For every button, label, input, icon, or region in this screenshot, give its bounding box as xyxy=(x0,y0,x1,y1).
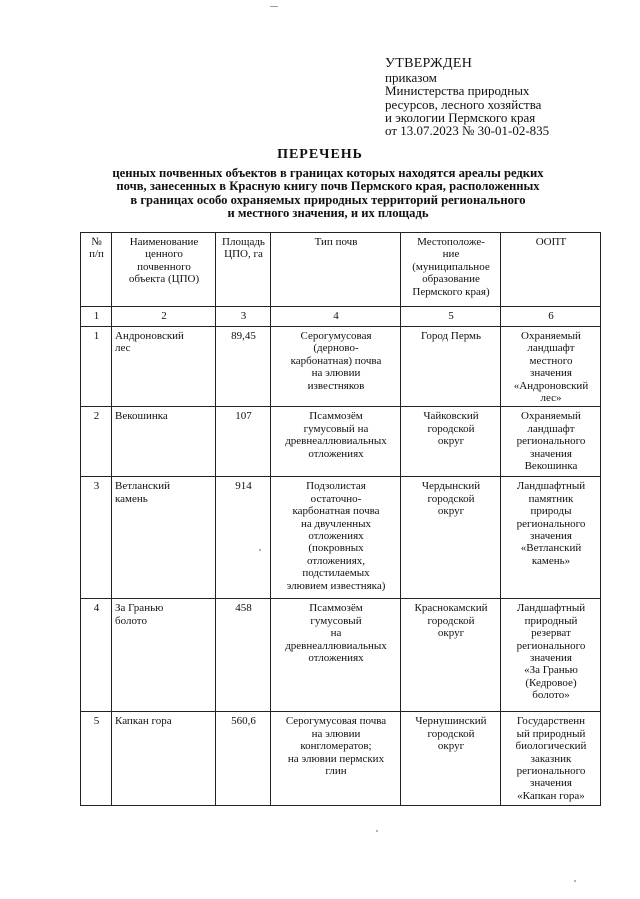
cell-line: Андроновский xyxy=(115,330,184,342)
cell-line: регионального xyxy=(516,517,586,530)
header-area xyxy=(216,233,271,307)
soil-type xyxy=(271,407,401,477)
object-name xyxy=(112,599,216,712)
cell-line: Охраняемый xyxy=(521,410,581,423)
table-header-row xyxy=(81,233,601,307)
cell-line: городской xyxy=(427,492,475,505)
cell-line: на элювии пермских xyxy=(287,752,385,765)
cell-line: Краснокамский xyxy=(414,602,488,615)
cell-line: значения xyxy=(530,652,572,665)
cell-line: биологический xyxy=(515,740,587,753)
location xyxy=(401,327,501,407)
object-area: 107 xyxy=(216,407,271,477)
cell-line: Местоположе- xyxy=(417,236,485,248)
cell-line: «За Гранью xyxy=(524,664,578,677)
cell-line: «Андроновский xyxy=(513,379,589,392)
table-row xyxy=(81,477,601,599)
cell-line: карбонатная) почва xyxy=(290,354,382,367)
cell-line: Ветланский xyxy=(115,480,171,493)
cell-line: глин xyxy=(325,765,347,778)
table-row xyxy=(81,712,601,806)
soil-type xyxy=(271,477,401,599)
scan-mark xyxy=(574,880,576,882)
cell-line: (покровных xyxy=(308,542,364,555)
cell-line: округ xyxy=(437,740,465,753)
cell-line: Подзолистая xyxy=(306,480,366,493)
cell-line: «Ветланский xyxy=(520,542,582,555)
header-oopt xyxy=(501,233,601,307)
scan-mark xyxy=(376,830,378,832)
cell-line: древнеаллювиальных xyxy=(285,639,387,652)
column-number: 4 xyxy=(271,307,401,327)
cell-line: на элювии xyxy=(311,727,361,740)
cell-line: древнеаллювиальных xyxy=(285,435,387,448)
object-name xyxy=(112,407,216,477)
object-area: 914 xyxy=(216,477,271,599)
cell-line: Государственн xyxy=(516,715,586,728)
approval-line: приказом xyxy=(385,70,437,86)
cell-line: Серогумусовая почва xyxy=(285,715,387,728)
oopt xyxy=(501,712,601,806)
location xyxy=(401,712,501,806)
cell-line: отложениях xyxy=(308,447,364,460)
approval-line: от 13.07.2023 № 30-01-02-835 xyxy=(385,123,550,139)
oopt xyxy=(501,407,601,477)
cell-line: городской xyxy=(427,422,475,435)
table-row xyxy=(81,327,601,407)
cell-line: Ландшафтный xyxy=(516,480,586,493)
cell-line: заказник xyxy=(530,752,572,765)
cell-line: на двучленных xyxy=(300,517,371,530)
table-body xyxy=(81,233,601,806)
cell-line: Охраняемый xyxy=(521,330,581,342)
cell-line: За Гранью xyxy=(115,602,164,615)
cell-line: Площадь xyxy=(222,236,265,248)
cell-line: Пермского края) xyxy=(412,285,490,298)
cell-line: лес xyxy=(115,342,131,355)
cell-line: ние xyxy=(442,248,460,261)
cell-line: отложениях, xyxy=(306,554,366,567)
cell-line: Чайковский xyxy=(423,410,479,423)
row-number: 4 xyxy=(81,599,112,712)
cell-line: (Кедровое) xyxy=(525,676,577,689)
cell-line: округ xyxy=(437,627,465,640)
cell-line: значения xyxy=(530,777,572,790)
scan-mark xyxy=(259,549,261,551)
cell-line: известняков xyxy=(307,379,365,392)
cell-line: (дерново- xyxy=(313,342,359,355)
cell-line: гумусовый xyxy=(310,614,362,627)
cell-line: значения xyxy=(530,530,572,543)
table-row xyxy=(81,407,601,477)
cell-line: городской xyxy=(427,614,475,627)
soil-objects-table xyxy=(80,232,601,806)
object-name xyxy=(112,327,216,407)
approval-line: Министерства природных xyxy=(385,83,530,99)
approval-stamp xyxy=(385,57,625,137)
cell-line: округ xyxy=(437,435,465,448)
document-subtitle xyxy=(60,167,596,220)
cell-line: Псаммозём xyxy=(309,602,363,615)
column-number: 5 xyxy=(401,307,501,327)
soil-type xyxy=(271,599,401,712)
cell-line: отложениях xyxy=(308,530,364,543)
cell-line: конгломератов; xyxy=(300,740,372,753)
cell-line: ландшафт xyxy=(527,422,575,435)
cell-line: почвенного xyxy=(137,260,191,273)
cell-line: регионального xyxy=(516,765,586,778)
approval-title: УТВЕРЖДЕН xyxy=(385,56,473,71)
column-number: 2 xyxy=(112,307,216,327)
cell-line: ООПТ xyxy=(535,236,567,248)
cell-line: Чернушинский xyxy=(415,715,487,728)
cell-line: образование xyxy=(422,273,480,286)
object-name xyxy=(112,477,216,599)
cell-line: ценного xyxy=(145,248,183,261)
cell-line: камень xyxy=(115,492,148,505)
column-number: 6 xyxy=(501,307,601,327)
cell-line: карбонатная почва xyxy=(292,505,380,518)
row-number: 2 xyxy=(81,407,112,477)
subtitle-line: ценных почвенных объектов в границах которых находятся ареалы редких xyxy=(112,166,544,180)
object-area: 560,6 xyxy=(216,712,271,806)
header-name xyxy=(112,233,216,307)
cell-line: регионального xyxy=(516,639,586,652)
row-number: 5 xyxy=(81,712,112,806)
cell-line: городской xyxy=(427,727,475,740)
cell-line: объекта (ЦПО) xyxy=(128,273,200,286)
cell-line: подстилаемых xyxy=(302,567,370,580)
cell-line: болото xyxy=(115,614,147,627)
cell-line: отложениях xyxy=(308,652,364,665)
cell-line: камень» xyxy=(531,554,571,567)
location xyxy=(401,477,501,599)
oopt xyxy=(501,327,601,407)
cell-line: Векошинка xyxy=(524,460,578,473)
cell-line: Чердынский xyxy=(421,480,481,493)
cell-line: регионального xyxy=(516,435,586,448)
cell-line: п/п xyxy=(89,248,104,261)
cell-line: элювием известняка) xyxy=(286,579,386,592)
cell-line: «Капкан гора» xyxy=(517,789,585,802)
object-area: 89,45 xyxy=(216,327,271,407)
cell-line: резерват xyxy=(531,627,571,640)
cell-line: значения xyxy=(530,447,572,460)
oopt xyxy=(501,599,601,712)
cell-line: Ландшафтный xyxy=(516,602,586,615)
cell-line: остаточно- xyxy=(310,492,362,505)
soil-type xyxy=(271,712,401,806)
header-soil-type xyxy=(271,233,401,307)
object-area: 458 xyxy=(216,599,271,712)
cell-line: местного xyxy=(529,354,573,367)
cell-line: Векошинка xyxy=(115,410,168,423)
cell-line: на xyxy=(330,627,342,640)
cell-line: значения xyxy=(530,367,572,380)
cell-line: на элювии xyxy=(311,367,361,380)
cell-line: № xyxy=(91,236,102,248)
cell-line: природный xyxy=(524,614,578,627)
cell-line: ый природный xyxy=(516,727,586,740)
approval-line: ресурсов, лесного хозяйства xyxy=(385,96,542,112)
subtitle-line: почв, занесенных в Красную книгу почв Пермского края, расположенных xyxy=(116,179,540,194)
cell-line: (муниципальное xyxy=(412,260,490,273)
column-number-row xyxy=(81,307,601,327)
object-name xyxy=(112,712,216,806)
soil-type xyxy=(271,327,401,407)
column-number: 3 xyxy=(216,307,271,327)
cell-line: ландшафт xyxy=(527,342,575,355)
row-number: 1 xyxy=(81,327,112,407)
approval-line: и экологии Пермского края xyxy=(385,109,536,125)
subtitle-line: в границах особо охраняемых природных территорий регионального xyxy=(130,192,526,207)
cell-line: Тип почв xyxy=(314,236,358,248)
table-row xyxy=(81,599,601,712)
row-number: 3 xyxy=(81,477,112,599)
cell-line: болото» xyxy=(532,689,570,702)
scan-mark xyxy=(270,6,278,7)
cell-line: природы xyxy=(530,505,572,518)
location xyxy=(401,407,501,477)
header-location xyxy=(401,233,501,307)
document-title: ПЕРЕЧЕНЬ xyxy=(277,147,363,162)
oopt xyxy=(501,477,601,599)
cell-line: округ xyxy=(437,505,465,518)
cell-line: ЦПО, га xyxy=(224,248,263,261)
cell-line: лес» xyxy=(540,392,562,405)
cell-line: Псаммозём xyxy=(309,410,363,423)
cell-line: Серогумусовая xyxy=(300,330,372,342)
header-number xyxy=(81,233,112,307)
cell-line: памятник xyxy=(528,492,574,505)
column-number: 1 xyxy=(81,307,112,327)
location xyxy=(401,599,501,712)
cell-line: Город Пермь xyxy=(420,330,482,342)
subtitle-line: и местного значения, и их площадь xyxy=(227,205,429,220)
cell-line: Наименование xyxy=(129,236,199,248)
cell-line: Капкан гора xyxy=(115,715,172,728)
cell-line: гумусовый на xyxy=(303,422,369,435)
